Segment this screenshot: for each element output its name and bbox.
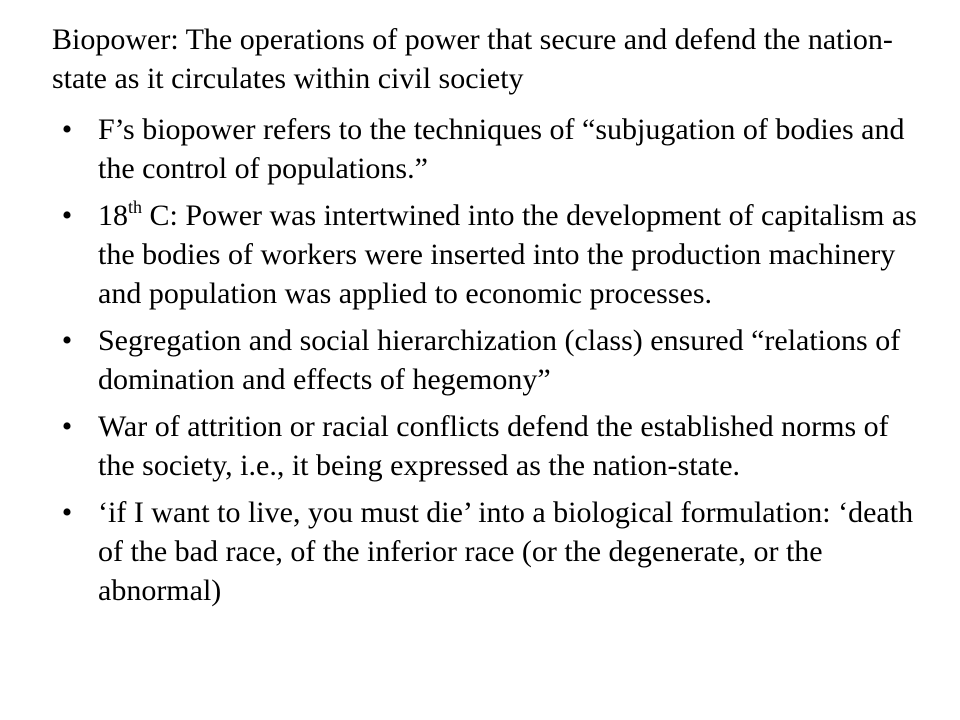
bullet-text: Segregation and social hierarchization (class) ensured “relations of domination and effects of hegemony” [98,324,901,396]
bullet-icon: • [61,199,73,232]
bullet-text: C: Power was intertwined into the development of capitalism as the bodies of workers were inserted into the production machinery and population was applied to economic processes. [98,199,917,310]
bullet-item-5 [0,493,960,610]
bullet-icon: • [61,324,73,357]
bullet-list [0,110,960,618]
bullet-item-3 [0,321,960,399]
bullet-icon: • [61,410,73,443]
bullet-icon: • [61,113,73,146]
bullet-item-1 [0,110,960,188]
ordinal-suffix: th [128,197,143,217]
slide-heading: Biopower: The operations of power that secure and defend the nation-state as it circulates within civil society [52,23,893,95]
bullet-icon: • [61,496,73,529]
bullet-item-2 [0,196,960,313]
bullet-text: F’s biopower refers to the techniques of “subjugation of bodies and the control of populations.” [98,113,905,185]
century-number: 18 [98,199,128,232]
bullet-text: War of attrition or racial conflicts defend the established norms of the society, i.e., it being expressed as the nation-state. [98,410,889,482]
bullet-item-4 [0,407,960,485]
bullet-text: ‘if I want to live, you must die’ into a biological formulation: ‘death of the bad race, of the inferior race (or the degenerate, or the abnormal) [98,496,914,607]
